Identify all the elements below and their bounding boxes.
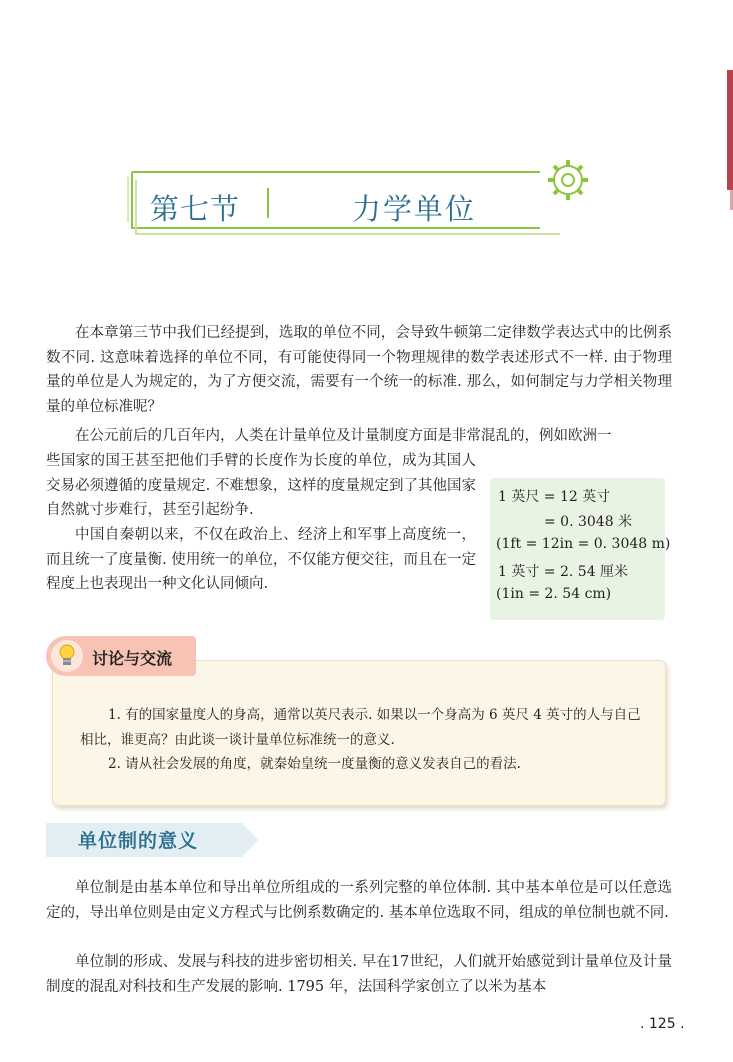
chapter-edge-tab: [727, 70, 733, 190]
paragraph-history-line1: 在公元前后的几百年内，人类在计量单位及计量制度方面是非常混乱的，例如欧洲一: [75, 428, 612, 444]
section-title: 力学单位: [352, 192, 477, 226]
page-number: . 125 .: [640, 1016, 685, 1032]
paragraph-qin: 中国自秦朝以来，不仅在政治上、经济上和军事上高度统一，而且统一了度量衡. 使用统一的单位，不仅能方便交往，而且在一定程度上也表现出一种文化认同倾向.: [46, 527, 476, 592]
subsection-title: 单位制的意义: [78, 830, 199, 852]
discussion-title: 讨论与交流: [92, 649, 173, 668]
conversion-line: (1ft = 12in = 0. 3048 m): [496, 536, 671, 552]
conversion-line: 1 英寸 = 2. 54 厘米: [498, 564, 629, 580]
conversion-line: = 0. 3048 米: [544, 514, 633, 530]
lightbulb-icon: [50, 638, 84, 674]
paragraph-unit-system: 单位制是由基本单位和导出单位所组成的一系列完整的单位体制. 其中基本单位是可以任意选定的，导出单位则是由定义方程式与比例系数确定的. 基本单位选取不同，组成的单位制也就不同.: [46, 880, 672, 921]
conversion-line: (1in = 2. 54 cm): [496, 586, 612, 602]
unit-conversion-box: [490, 478, 671, 620]
discussion-question-1: 1. 有的国家量度人的身高，通常以英尺表示. 如果以一个身高为 6 英尺 4 英寸的人与自己相比，谁更高？由此谈一谈计量单位标准统一的意义.: [80, 707, 641, 748]
paragraph-intro: 在本章第三节中我们已经提到，选取的单位不同，会导致牛顿第二定律数学表达式中的比例系数不同. 这意味着选择的单位不同，有可能使得同一个物理规律的数学表述形式不一样. 由于物理量的单位是人为规定的，为了方便交流，需要有一个统一的标准. 那么，如何制定与力学相关物理量的单位标准呢？: [46, 325, 672, 415]
section-number: 第七节: [150, 192, 241, 226]
discussion-question-2: 2. 请从社会发展的角度，就秦始皇统一度量衡的意义发表自己的看法.: [108, 756, 521, 772]
conversion-line: 1 英尺 = 12 英寸: [498, 489, 611, 505]
gear-icon: [548, 160, 588, 200]
paragraph-unit-history: 单位制的形成、发展与科技的进步密切相关. 早在17世纪，人们就开始感觉到计量单位及计量制度的混乱对科技和生产发展的影响. 1795 年，法国科学家创立了以米为基本: [46, 954, 672, 995]
paragraph-history: 些国家的国王甚至把他们手臂的长度作为长度的单位，成为其国人交易必须遵循的度量规定. 不难想象，这样的度量规定到了其他国家自然就寸步难行，甚至引起纷争.: [46, 453, 476, 518]
